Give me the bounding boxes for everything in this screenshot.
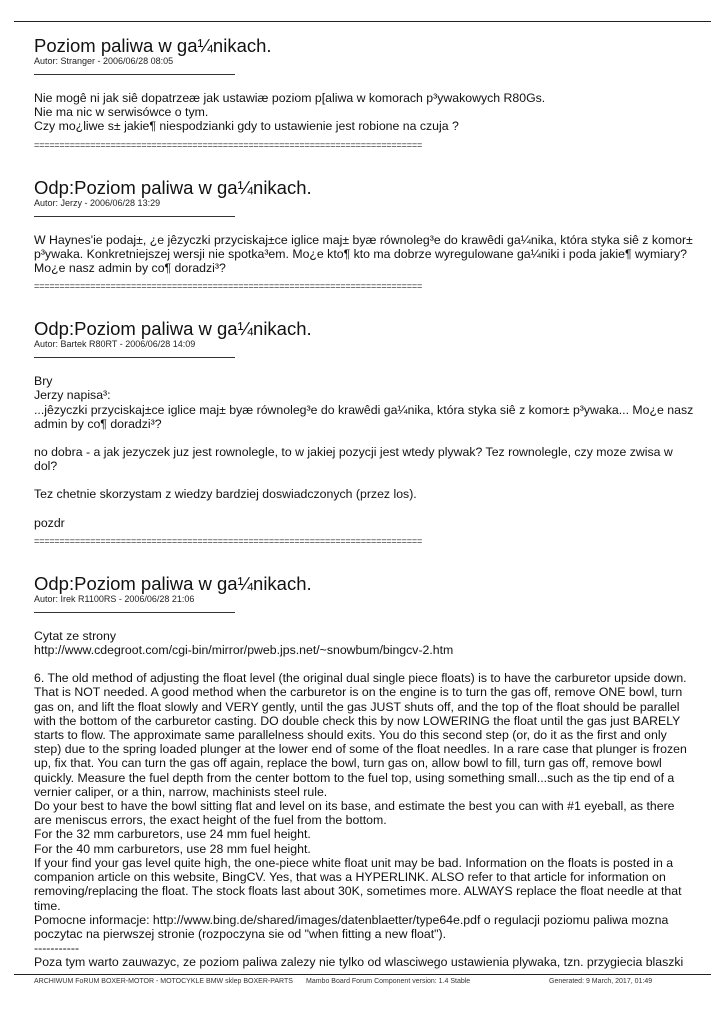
- post-body: [34, 629, 694, 970]
- author-underline: [34, 357, 235, 358]
- forum-post: [34, 574, 694, 970]
- post-author: Autor: Jerzy - 2006/06/28 13:29: [34, 197, 161, 208]
- footer-source: ARCHIWUM FoRUM BOXER-MOTOR - MOTOCYKLE BMW sklep BOXER-PARTS: [34, 978, 293, 985]
- post-title: Poziom paliwa w ga¼nikach.: [34, 35, 272, 56]
- post-separator: ============================================================================: [34, 535, 423, 546]
- paragraph-gap: [34, 431, 694, 445]
- paragraph-gap: [34, 657, 694, 671]
- forum-post: [34, 36, 694, 150]
- page-footer: [34, 978, 705, 988]
- post-text-line: Do your best to have the bowl sitting flat and level on its base, and estimate the best you can with #1 eyeball, as there are meniscus errors, the exact height of the fuel from the bottom.: [34, 799, 675, 828]
- post-title: Odp:Poziom paliwa w ga¼nikach.: [34, 318, 312, 340]
- post-text-line: Czy mo¿liwe s± jakie¶ niespodzianki gdy to ustawienie jest robione na czuja ?: [34, 119, 459, 134]
- post-author: Autor: Bartek R80RT - 2006/06/28 14:09: [34, 339, 196, 350]
- post-author: Autor: Irek R1100RS - 2006/06/28 21:06: [34, 593, 195, 604]
- post-text-line: no dobra - a jak jezyczek juz jest rownolegle, to w jakiej pozycji jest wtedy plywak? Tez rownolegle, czy moze zwisa w dol?: [34, 445, 673, 474]
- post-text-line: ...jêzyczki przyciskaj±ce iglice maj± byæ równoleg³e do krawêdi ga¼nika, która styka siê z komor± p³ywaka... Mo¿e nasz admin by co¶ doradzi³?: [34, 402, 694, 431]
- post-text-line: Nie mogê ni jak siê dopatrzeæ jak ustawiæ poziom p[aliwa w komorach p³ywakowych R80Gs.: [34, 91, 546, 105]
- post-author: Autor: Stranger - 2006/06/28 08:05: [34, 56, 174, 66]
- author-underline: [34, 74, 235, 75]
- author-underline: [34, 612, 235, 613]
- post-text-line: 6. The old method of adjusting the float level (the original dual single piece floats) is to have the carburetor upside down. That is NOT needed. A good method when the carburetor is on the engine is to turn the gas off, remove ONE bowl, turn gas on, and lift the float slowly and VERY gently, until the gas JUST shuts off, and the top of the float should be parallel with the bottom of the carburetor casting. DO double check this by now LOWERING the float until the gas just BARELY starts to flow. The approximate same parallelness should exits. You do this second step (or, do it as the first and only step) due to the spring loaded plunger at the lower end of some of the float needles. In a rare case that plunger is frozen up, fix that. You can turn the gas off again, replace the bowl, turn gas on, allow bowl to fill, turn gas off, remove bowl quickly. Measure the fuel depth from the center bottom to the fuel top, using something small...such as the tip end of a vernier caliper, or a thin, narrow, machinists steel rule.: [34, 671, 687, 799]
- forum-post: [34, 178, 694, 292]
- post-text-line: Nie ma nic w serwisówce o tym.: [34, 105, 209, 120]
- post-title: Odp:Poziom paliwa w ga¼nikach.: [34, 572, 312, 594]
- post-text-line: http://www.cdegroot.com/cgi-bin/mirror/pweb.jps.net/~snowbum/bingcv-2.htm: [34, 643, 454, 658]
- post-text-line: W Haynes'ie podaj±, ¿e jêzyczki przyciskaj±ce iglice maj± byæ równoleg³e do krawêdi ga¼nika, która styka siê z komor± p³ywaka. Konkretniejszej wersji nie spotka³em. Mo¿e kto¶ kto ma dobrze wyregulowane ga¼niki i poda jakie¶ wymiary? Mo¿e nasz admin by co¶ doradzi³?: [34, 232, 693, 276]
- post-text-line: pozdr: [34, 515, 65, 530]
- post-separator: ============================================================================: [34, 281, 423, 292]
- paragraph-gap: [34, 502, 694, 516]
- post-text-line: Tez chetnie skorzystam z wiedzy bardziej doswiadczonych (przez los).: [34, 487, 417, 502]
- post-text-line: -----------: [34, 941, 80, 956]
- footer-rule: [14, 974, 711, 975]
- author-underline: [34, 216, 235, 217]
- post-text-line: Poza tym warto zauwazyc, ze poziom paliwa zalezy nie tylko od wlasciwego ustawienia plywaka, tzn. przygiecia blaszki: [34, 955, 684, 970]
- post-text-line: Jerzy napisa³:: [34, 388, 111, 403]
- post-text-line: Cytat ze strony: [34, 628, 117, 643]
- forum-post: [34, 319, 694, 546]
- post-text-line: Pomocne informacje: http://www.bing.de/shared/images/datenblaetter/type64e.pdf o regulacji poziomu paliwa mozna poczytac na pierwszej stronie (rozpoczyna sie od "when fitting a new float").: [34, 912, 669, 941]
- forum-archive-page: [34, 36, 694, 970]
- post-body: [34, 233, 694, 276]
- post-text-line: If your find your gas level quite high, the one-piece white float unit may be bad. Information on the floats is posted in a companion article on this website, BingCV. Yes, that was a HYPERLINK. ALSO refer to that article for information on removing/replacing the float. The stock floats last about 30K, sometimes more. ALWAYS replace the float needle at that time.: [34, 855, 682, 913]
- footer-component: Mambo Board Forum Component version: 1.4 Stable: [306, 978, 471, 985]
- footer-generated: Generated: 9 March, 2017, 01:49: [549, 978, 653, 985]
- post-text-line: Bry: [34, 374, 53, 389]
- post-body: [34, 374, 694, 530]
- paragraph-gap: [34, 473, 694, 487]
- post-separator: ============================================================================: [34, 139, 423, 150]
- post-text-line: For the 40 mm carburetors, use 28 mm fuel height.: [34, 841, 311, 856]
- page-top-rule: [14, 21, 711, 22]
- post-text-line: For the 32 mm carburetors, use 24 mm fuel height.: [34, 827, 311, 842]
- post-title: Odp:Poziom paliwa w ga¼nikach.: [34, 176, 312, 198]
- post-body: [34, 91, 694, 134]
